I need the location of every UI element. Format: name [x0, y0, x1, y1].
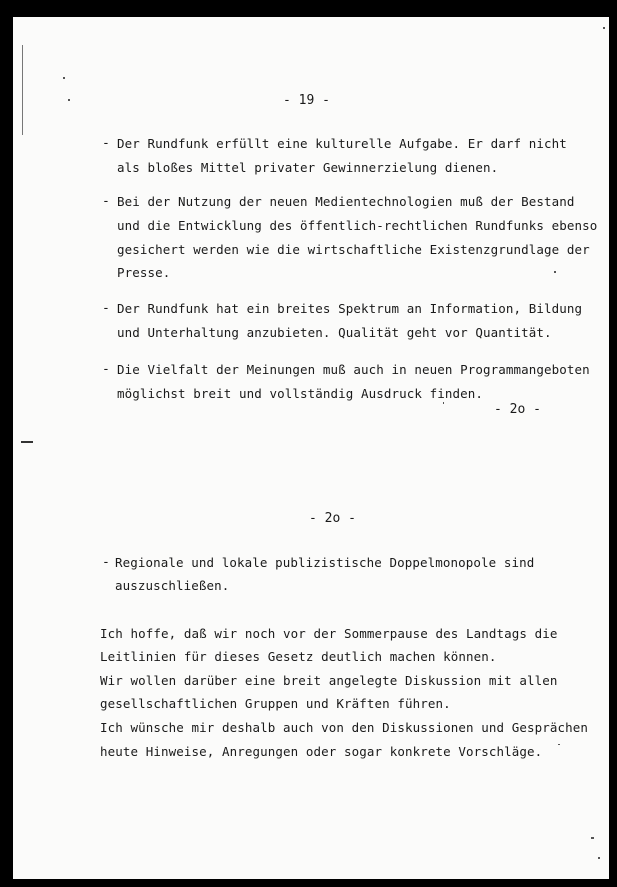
p2-item-1-line-1: Regionale und lokale publizistische Doppelmonopole sind	[115, 555, 535, 570]
continuation-marker: - 2o -	[494, 402, 541, 417]
page-number-19: - 19 -	[283, 93, 330, 108]
bullet-dash: -	[102, 194, 110, 209]
item-3-line-2: und Unterhaltung anzubieten. Qualität geht vor Quantität.	[117, 325, 552, 340]
scan-speck	[443, 402, 444, 404]
item-1-line-1: Der Rundfunk erfüllt eine kulturelle Aufgabe. Er darf nicht	[117, 136, 567, 151]
item-1-line-2: als bloßes Mittel privater Gewinnerzielung dienen.	[117, 160, 499, 175]
scan-speck	[598, 857, 600, 859]
scan-speck	[68, 99, 70, 101]
paragraph-line-4: gesellschaftlichen Gruppen und Kräften führen.	[100, 696, 451, 711]
paragraph-line-1: Ich hoffe, daß wir noch vor der Sommerpause des Landtags die	[100, 626, 558, 641]
paragraph-line-5: Ich wünsche mir deshalb auch von den Diskussionen und Gesprächen	[100, 720, 589, 735]
item-4-line-1: Die Vielfalt der Meinungen muß auch in neuen Programmangeboten	[117, 362, 590, 377]
margin-mark	[21, 441, 33, 443]
bullet-dash: -	[102, 136, 110, 151]
scan-speck	[558, 744, 560, 745]
item-3-line-1: Der Rundfunk hat ein breites Spektrum an Information, Bildung	[117, 301, 583, 316]
p2-item-1-line-2: auszuschließen.	[115, 578, 230, 593]
scan-speck	[554, 271, 556, 273]
item-2-line-2: und die Entwicklung des öffentlich-rechtlichen Rundfunks ebenso	[117, 218, 598, 233]
bullet-dash: -	[102, 362, 110, 377]
paragraph-line-2: Leitlinien für dieses Gesetz deutlich machen können.	[100, 649, 497, 664]
scan-speck	[63, 77, 65, 79]
bullet-dash: -	[102, 301, 110, 316]
item-2-line-3: gesichert werden wie die wirtschaftliche Existenzgrundlage der	[117, 242, 590, 257]
punch-line	[22, 45, 23, 135]
scan-speck	[603, 27, 605, 29]
scanned-page	[13, 17, 609, 879]
item-2-line-1: Bei der Nutzung der neuen Medientechnologien muß der Bestand	[117, 194, 575, 209]
bullet-dash: -	[102, 555, 110, 570]
scan-speck	[591, 837, 594, 839]
page-number-20: - 2o -	[309, 511, 356, 526]
item-4-line-2: möglichst breit und vollständig Ausdruck finden.	[117, 386, 484, 401]
item-2-line-4: Presse.	[117, 265, 171, 280]
paragraph-line-6: heute Hinweise, Anregungen oder sogar konkrete Vorschläge.	[100, 744, 543, 759]
paragraph-line-3: Wir wollen darüber eine breit angelegte Diskussion mit allen	[100, 673, 558, 688]
